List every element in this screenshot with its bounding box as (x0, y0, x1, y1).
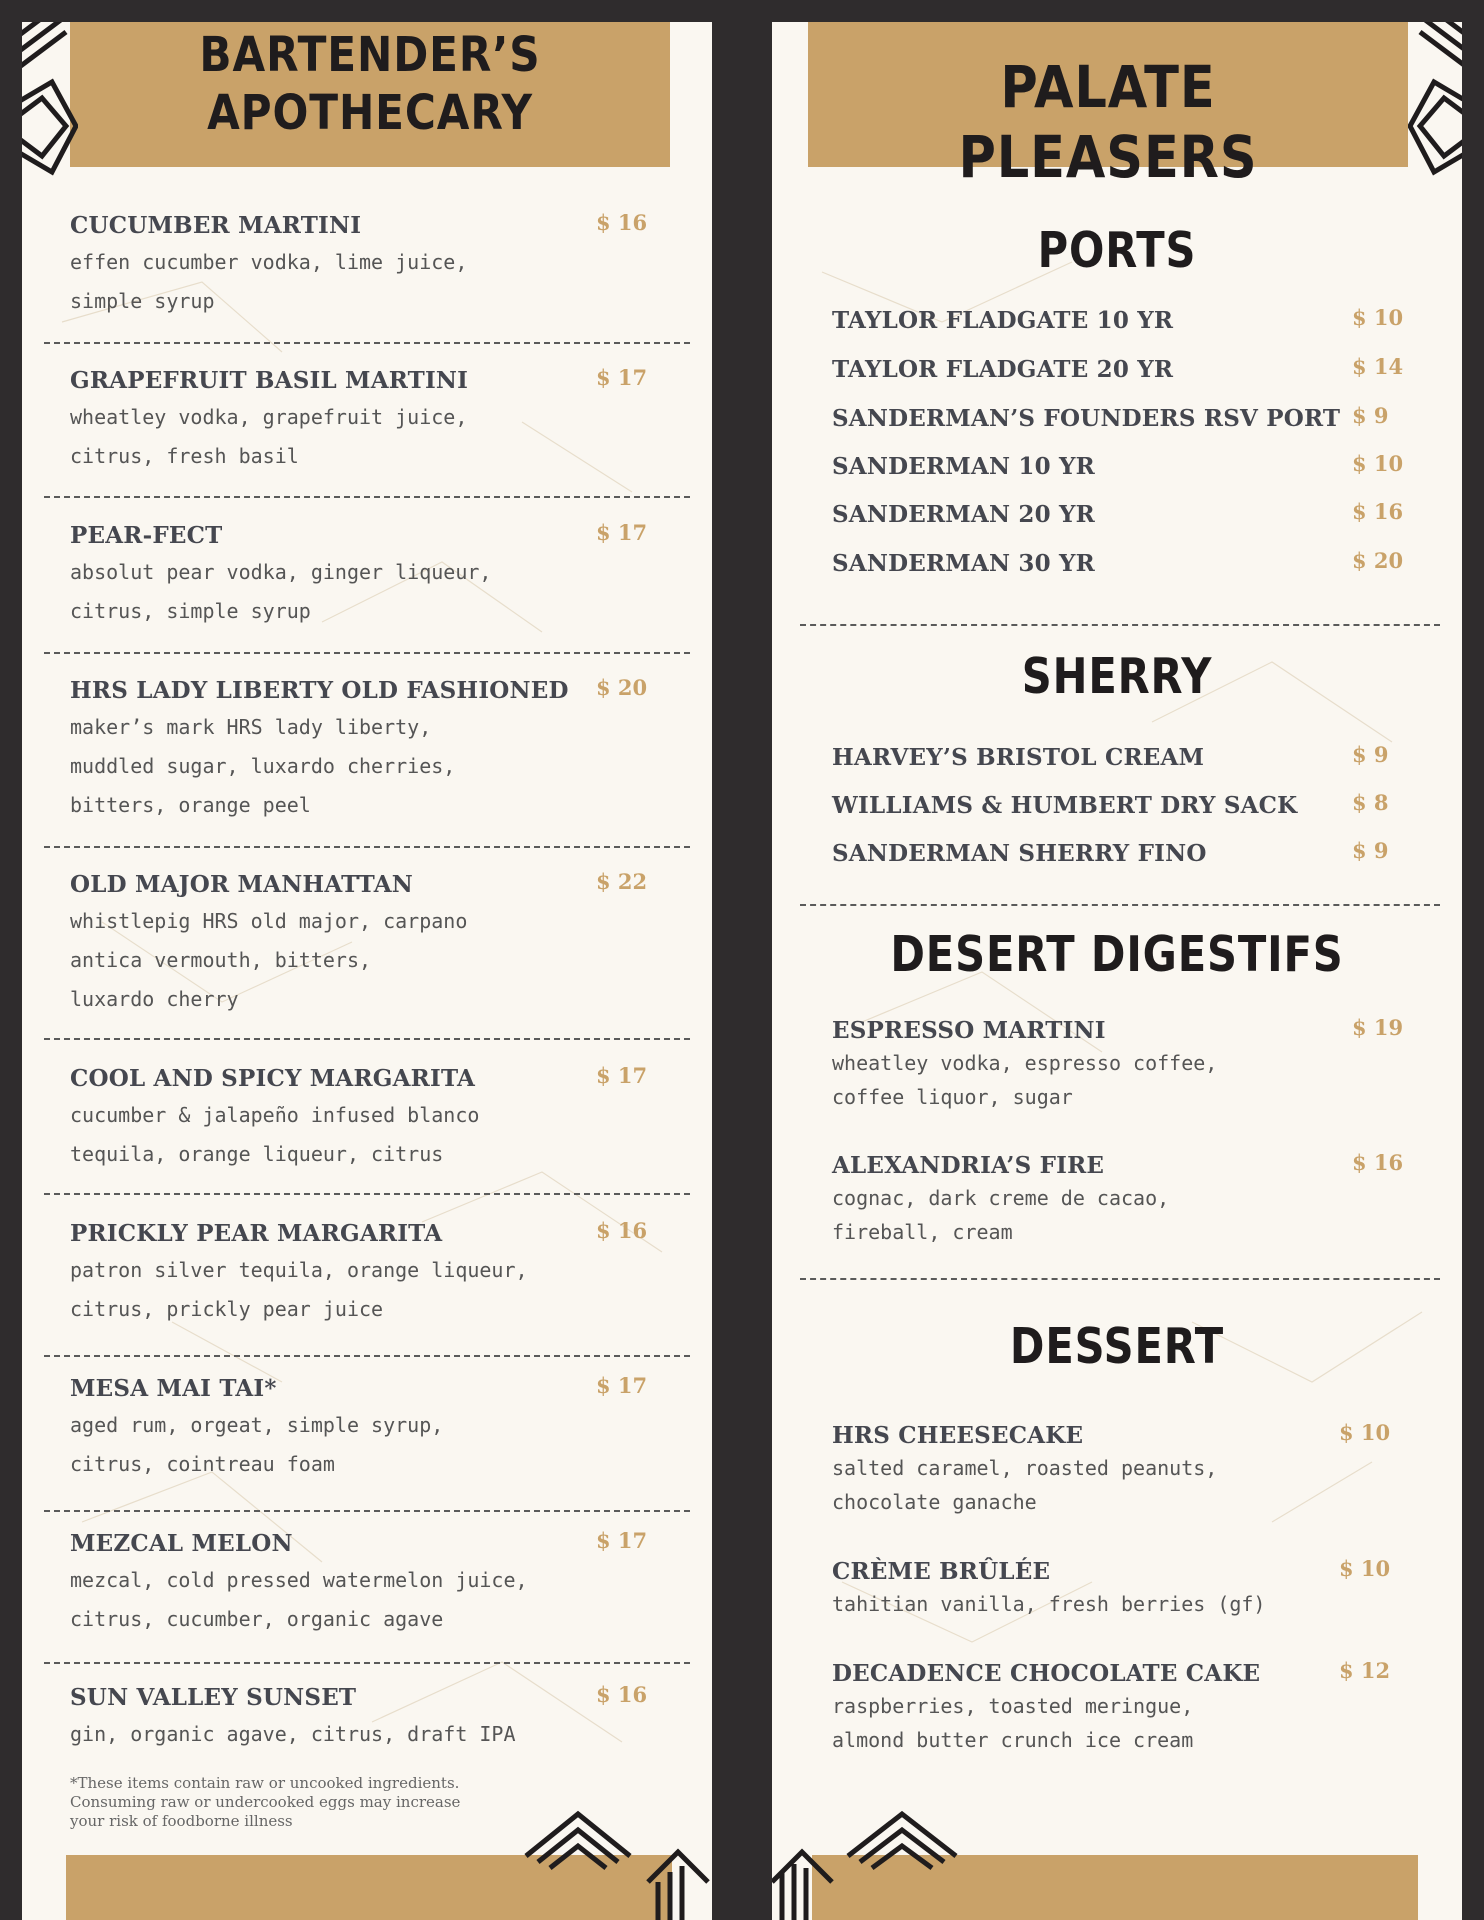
item-description: wheatley vodka, grapefruit juice, citrus, fresh basil (70, 405, 468, 468)
item-name: DECADENCE CHOCOLATE CAKE (832, 1660, 1261, 1687)
item-price: $ 16 (596, 1682, 648, 1707)
dashed-divider (800, 904, 1440, 906)
item-description: tahitian vanilla, fresh berries (gf) (832, 1592, 1266, 1616)
menu-item (70, 1682, 648, 1754)
item-name: ALEXANDRIA’S FIRE (832, 1152, 1105, 1179)
item-price: $ 14 (1352, 354, 1404, 379)
item-name: WILLIAMS & HUMBERT DRY SACK (832, 792, 1298, 819)
item-description: salted caramel, roasted peanuts, chocolate ganache (832, 1456, 1218, 1514)
right-menu-panel (772, 22, 1462, 1920)
item-price: $ 9 (1352, 403, 1389, 428)
item-price: $ 22 (596, 869, 648, 894)
menu-item (832, 453, 1422, 480)
item-name: HRS LADY LIBERTY OLD FASHIONED (70, 677, 569, 704)
item-price: $ 17 (596, 520, 648, 545)
item-name: PEAR-FECT (70, 522, 223, 549)
section-title-sherry: SHERRY (1021, 648, 1213, 705)
menu-item (832, 1152, 1422, 1249)
item-name: HRS CHEESECAKE (832, 1422, 1084, 1449)
item-price: $ 10 (1339, 1556, 1391, 1581)
item-name: SANDERMAN 30 YR (832, 550, 1095, 577)
item-price: $ 16 (596, 1218, 648, 1243)
menu-item (832, 1558, 1422, 1621)
item-description: gin, organic agave, citrus, draft IPA (70, 1722, 516, 1746)
item-price: $ 10 (1352, 451, 1404, 476)
menu-item (70, 1063, 648, 1174)
menu-item (70, 210, 648, 321)
menu-item (832, 550, 1422, 577)
section-title-dessert: DESSERT (1009, 1318, 1225, 1375)
hexagon-decoration-icon (518, 1802, 712, 1920)
item-description: maker’s mark HRS lady liberty, muddled sugar, luxardo cherries, bitters, orange peel (70, 715, 456, 817)
item-name: ESPRESSO MARTINI (832, 1017, 1106, 1044)
dashed-divider (44, 1662, 690, 1664)
item-price: $ 19 (1352, 1015, 1404, 1040)
dashed-divider (44, 342, 690, 344)
menu-item (832, 840, 1422, 867)
menu-item (832, 356, 1422, 383)
menu-item (70, 1528, 648, 1639)
dashed-divider (800, 624, 1440, 626)
item-description: raspberries, toasted meringue, almond butter crunch ice cream (832, 1694, 1194, 1752)
item-price: $ 17 (596, 1528, 648, 1553)
menu-item (832, 307, 1422, 334)
item-name: SUN VALLEY SUNSET (70, 1684, 357, 1711)
item-price: $ 8 (1352, 790, 1389, 815)
item-name: MEZCAL MELON (70, 1530, 293, 1557)
item-name: SANDERMAN’S FOUNDERS RSV PORT (832, 405, 1341, 432)
item-price: $ 12 (1339, 1658, 1391, 1683)
menu-item (832, 744, 1422, 771)
item-price: $ 16 (1352, 499, 1404, 524)
item-name: GRAPEFRUIT BASIL MARTINI (70, 367, 469, 394)
item-name: SANDERMAN 10 YR (832, 453, 1095, 480)
left-menu-panel (22, 22, 712, 1920)
item-description: wheatley vodka, espresso coffee, coffee liquor, sugar (832, 1051, 1218, 1109)
item-price: $ 16 (1352, 1150, 1404, 1175)
raw-ingredients-footnote: *These items contain raw or uncooked ingredients. Consuming raw or undercooked eggs may increase your risk of foodborne illness (70, 1774, 461, 1830)
menu-item (70, 1373, 648, 1484)
dashed-divider (44, 1193, 690, 1195)
item-price: $ 20 (596, 675, 648, 700)
menu-item (832, 1660, 1422, 1757)
left-title-line1: BARTENDER’S (199, 27, 541, 83)
dashed-divider (44, 1355, 690, 1357)
item-price: $ 10 (1352, 305, 1404, 330)
menu-item (70, 365, 648, 476)
item-name: TAYLOR FLADGATE 20 YR (832, 356, 1174, 383)
item-description: patron silver tequila, orange liqueur, citrus, prickly pear juice (70, 1258, 528, 1321)
menu-item (832, 405, 1422, 432)
item-price: $ 9 (1352, 742, 1389, 767)
menu-item (832, 1422, 1422, 1519)
right-menu-title: PALATE PLEASERS (958, 53, 1258, 191)
item-price: $ 9 (1352, 838, 1389, 863)
dashed-divider (44, 1510, 690, 1512)
menu-item (70, 520, 648, 631)
item-name: CUCUMBER MARTINI (70, 212, 362, 239)
dashed-divider (44, 1038, 690, 1040)
item-price: $ 17 (596, 365, 648, 390)
item-name: MESA MAI TAI* (70, 1375, 277, 1402)
menu-item (70, 675, 648, 825)
item-name: HARVEY’S BRISTOL CREAM (832, 744, 1205, 771)
section-title-digestifs: DESERT DIGESTIFS (890, 926, 1344, 983)
menu-item (70, 869, 648, 1019)
dashed-divider (44, 496, 690, 498)
dashed-divider (800, 1278, 1440, 1280)
item-name: TAYLOR FLADGATE 10 YR (832, 307, 1174, 334)
item-description: aged rum, orgeat, simple syrup, citrus, cointreau foam (70, 1413, 444, 1476)
item-price: $ 17 (596, 1373, 648, 1398)
chevron-decoration-icon (1408, 22, 1462, 206)
right-header-banner (808, 22, 1408, 191)
item-description: cucumber & jalapeño infused blanco tequila, orange liqueur, citrus (70, 1103, 480, 1166)
item-description: absolut pear vodka, ginger liqueur, citrus, simple syrup (70, 560, 492, 623)
item-name: PRICKLY PEAR MARGARITA (70, 1220, 443, 1247)
item-name: SANDERMAN SHERRY FINO (832, 840, 1207, 867)
left-menu-title (106, 26, 634, 142)
dashed-divider (44, 846, 690, 848)
item-name: COOL AND SPICY MARGARITA (70, 1065, 476, 1092)
left-header-banner (70, 22, 670, 167)
left-title-line2: APOTHECARY (207, 85, 533, 141)
menu-item (832, 1017, 1422, 1114)
item-price: $ 10 (1339, 1420, 1391, 1445)
dashed-divider (44, 652, 690, 654)
item-name: CRÈME BRÛLÉE (832, 1558, 1051, 1585)
chevron-decoration-icon (22, 22, 78, 206)
item-name: OLD MAJOR MANHATTAN (70, 871, 413, 898)
item-description: whistlepig HRS old major, carpano antica vermouth, bitters, luxardo cherry (70, 909, 468, 1011)
item-price: $ 20 (1352, 548, 1404, 573)
item-price: $ 16 (596, 210, 648, 235)
item-description: cognac, dark creme de cacao, fireball, cream (832, 1186, 1170, 1244)
menu-item (832, 792, 1422, 819)
item-description: effen cucumber vodka, lime juice, simple syrup (70, 250, 468, 313)
item-name: SANDERMAN 20 YR (832, 501, 1095, 528)
item-description: mezcal, cold pressed watermelon juice, citrus, cucumber, organic agave (70, 1568, 528, 1631)
menu-item (832, 501, 1422, 528)
section-title-ports: PORTS (1037, 222, 1197, 279)
menu-item (70, 1218, 648, 1329)
hexagon-decoration-icon (772, 1802, 962, 1920)
item-price: $ 17 (596, 1063, 648, 1088)
